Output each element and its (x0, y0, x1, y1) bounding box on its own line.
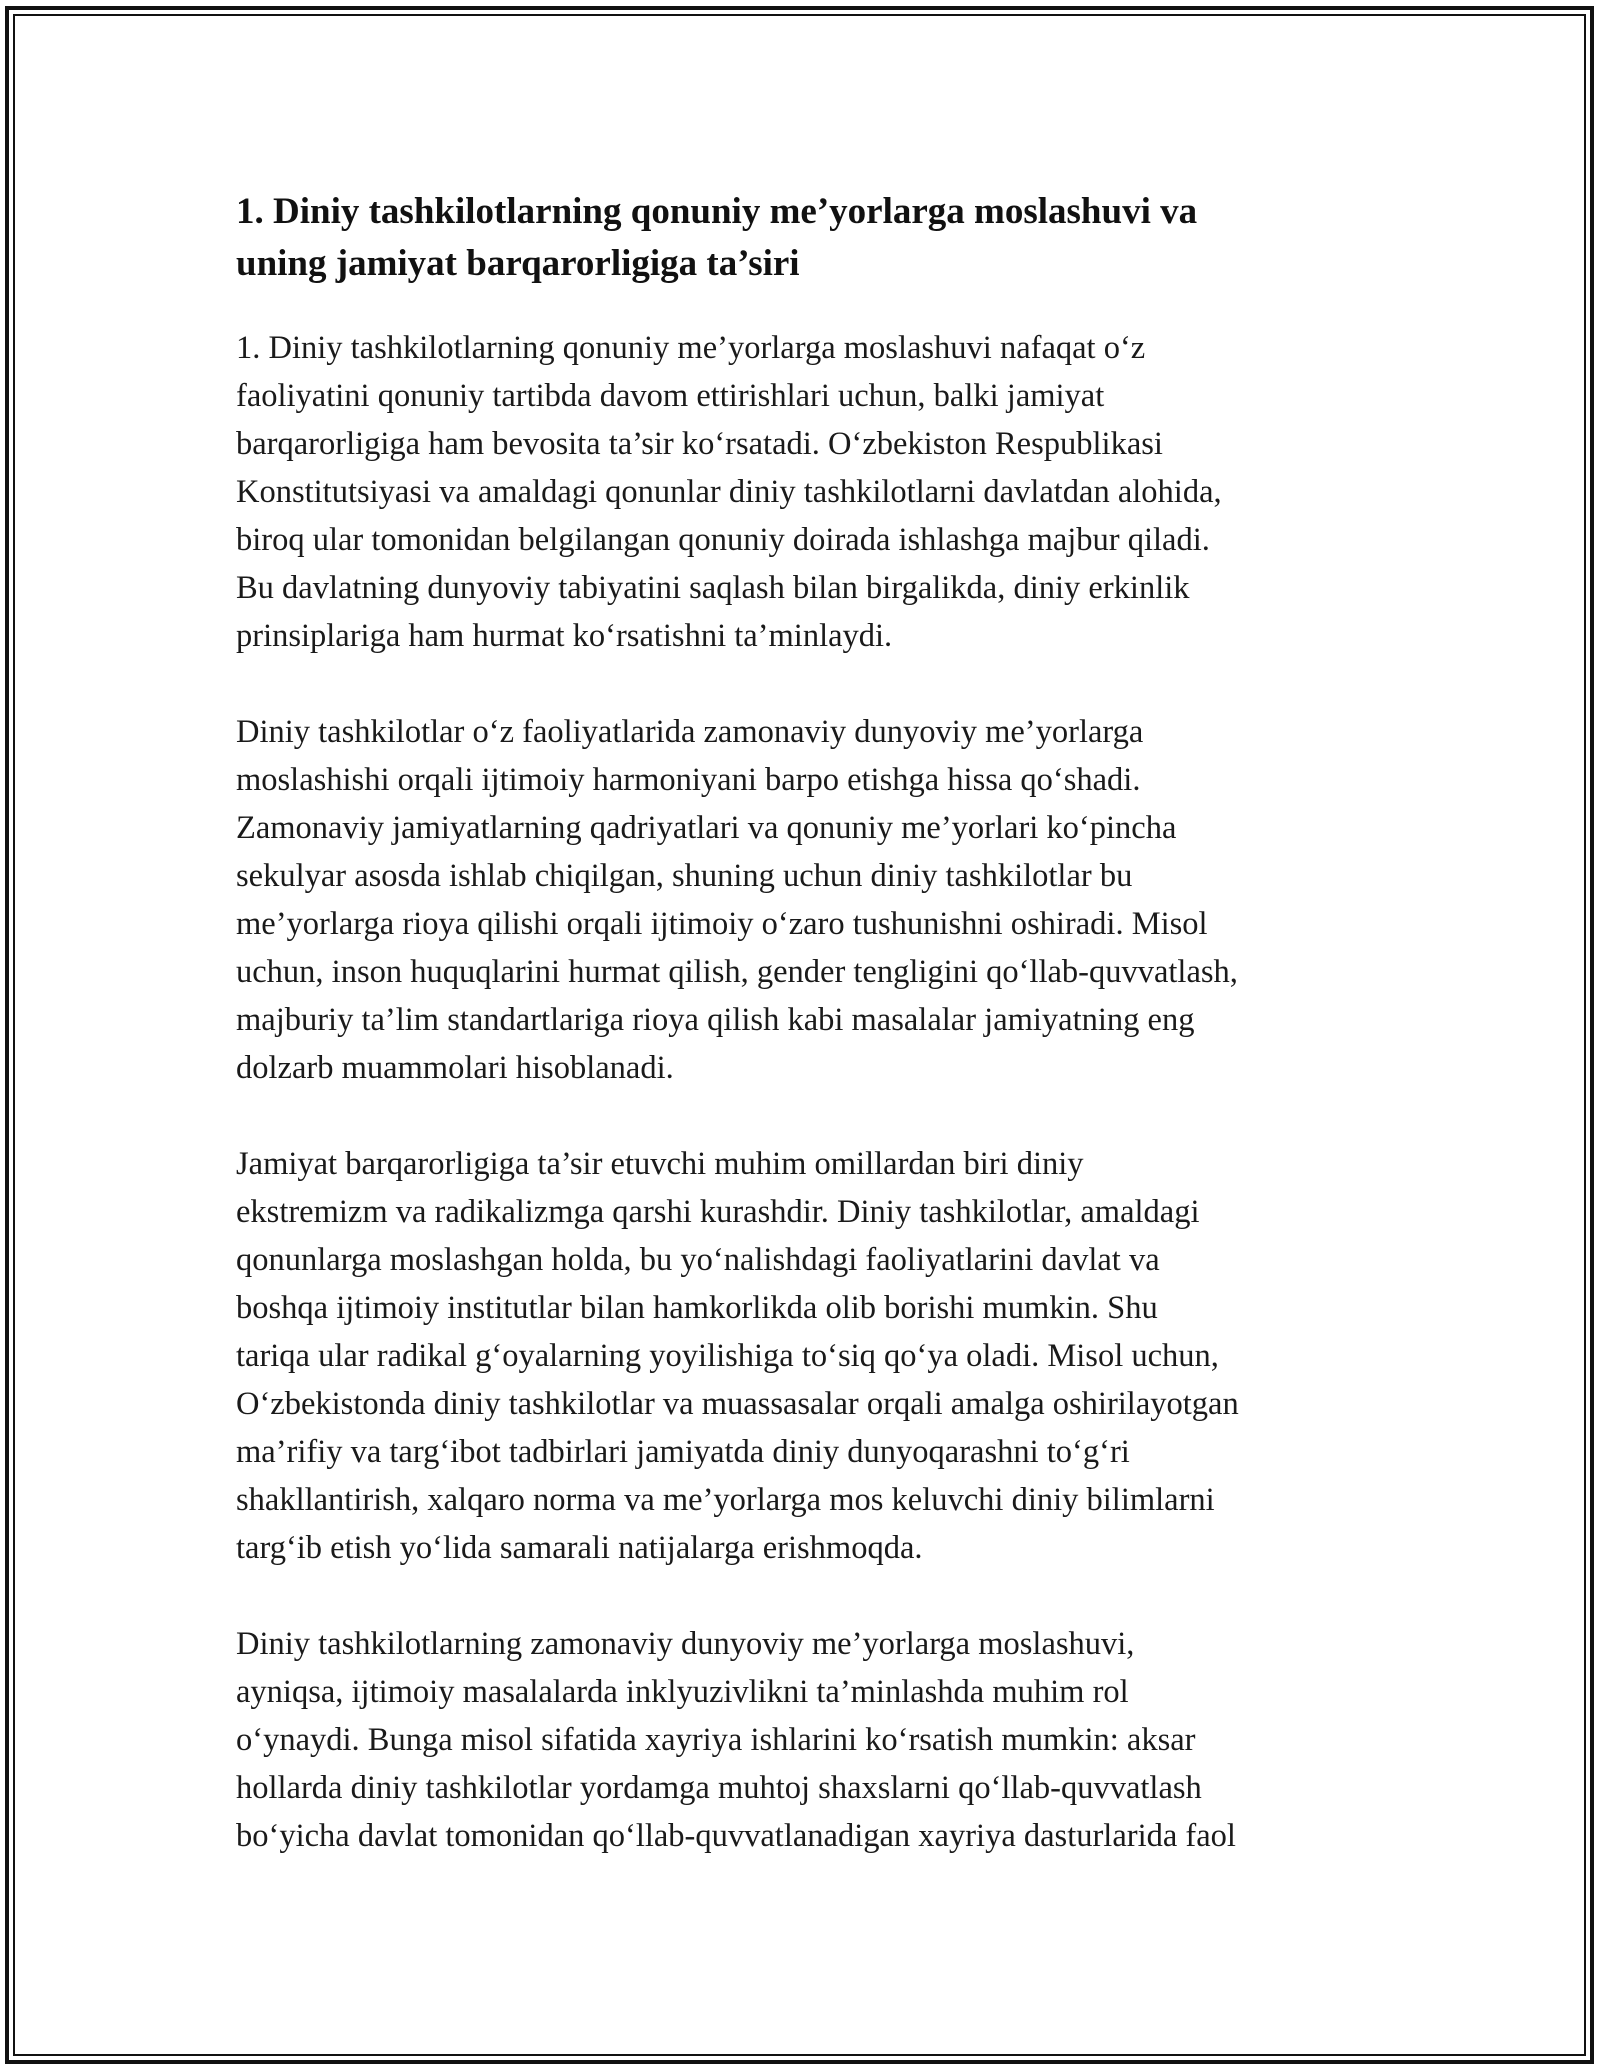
body-paragraph (236, 1620, 1382, 1860)
paragraph-line: ayniqsa, ijtimoiy masalalarda inklyuzivlikni ta’minlashda muhim rol (236, 1674, 1129, 1710)
paragraph-line: ekstremizm va radikalizmga qarshi kurashdir. Diniy tashkilotlar, amaldagi (236, 1194, 1200, 1230)
paragraph-line: bo‘yicha davlat tomonidan qo‘llab-quvvatlanadigan xayriya dasturlarida faol (236, 1818, 1236, 1854)
heading-line: uning jamiyat barqarorligiga ta’siri (236, 243, 800, 284)
paragraph-line: Bu davlatning dunyoviy tabiyatini saqlash bilan birgalikda, diniy erkinlik (236, 570, 1190, 606)
paragraph-line: targ‘ib etish yo‘lida samarali natijalarga erishmoqda. (236, 1530, 923, 1566)
paragraph-line: o‘ynaydi. Bunga misol sifatida xayriya ishlarini ko‘rsatish mumkin: aksar (236, 1722, 1196, 1758)
paragraph-line: prinsiplariga ham hurmat ko‘rsatishni ta’minlaydi. (236, 618, 893, 654)
section-heading (236, 186, 1382, 290)
paragraph-line: hollarda diniy tashkilotlar yordamga muhtoj shaxslarni qo‘llab-quvvatlash (236, 1770, 1202, 1806)
paragraph-line: uchun, inson huquqlarini hurmat qilish, gender tengligini qo‘llab-quvvatlash, (236, 954, 1238, 990)
paragraph-line: O‘zbekistonda diniy tashkilotlar va muassasalar orqali amalga oshirilayotgan (236, 1386, 1239, 1422)
paragraph-line: boshqa ijtimoiy institutlar bilan hamkorlikda olib borishi mumkin. Shu (236, 1290, 1158, 1326)
paragraph-line: faoliyatini qonuniy tartibda davom ettirishlari uchun, balki jamiyat (236, 378, 1105, 414)
document-body (236, 186, 1382, 1908)
paragraph-line: Konstitutsiyasi va amaldagi qonunlar diniy tashkilotlarni davlatdan alohida, (236, 474, 1222, 510)
heading-line: 1. Diniy tashkilotlarning qonuniy me’yorlarga moslashuvi va (236, 191, 1198, 232)
body-paragraph (236, 1140, 1382, 1572)
body-paragraph (236, 708, 1382, 1092)
paragraph-line: tariqa ular radikal g‘oyalarning yoyilishiga to‘siq qo‘ya oladi. Misol uchun, (236, 1338, 1219, 1374)
paragraph-line: me’yorlarga rioya qilishi orqali ijtimoiy o‘zaro tushunishni oshiradi. Misol (236, 906, 1208, 942)
paragraph-line: biroq ular tomonidan belgilangan qonuniy doirada ishlashga majbur qiladi. (236, 522, 1210, 558)
paragraph-line: dolzarb muammolari hisoblanadi. (236, 1050, 674, 1086)
paragraph-line: shakllantirish, xalqaro norma va me’yorlarga mos keluvchi diniy bilimlarni (236, 1482, 1215, 1518)
paragraph-line: 1. Diniy tashkilotlarning qonuniy me’yorlarga moslashuvi nafaqat o‘z (236, 330, 1146, 366)
paragraph-line: Diniy tashkilotlar o‘z faoliyatlarida zamonaviy dunyoviy me’yorlarga (236, 714, 1144, 750)
paragraph-list (236, 324, 1382, 1860)
body-paragraph (236, 324, 1382, 660)
paragraph-line: sekulyar asosda ishlab chiqilgan, shuning uchun diniy tashkilotlar bu (236, 858, 1133, 894)
paragraph-line: ma’rifiy va targ‘ibot tadbirlari jamiyatda diniy dunyoqarashni to‘g‘ri (236, 1434, 1130, 1470)
paragraph-line: moslashishi orqali ijtimoiy harmoniyani barpo etishga hissa qo‘shadi. (236, 762, 1141, 798)
paragraph-line: majburiy ta’lim standartlariga rioya qilish kabi masalalar jamiyatning eng (236, 1002, 1195, 1038)
paragraph-line: Zamonaviy jamiyatlarning qadriyatlari va qonuniy me’yorlari ko‘pincha (236, 810, 1177, 846)
paragraph-line: barqarorligiga ham bevosita ta’sir ko‘rsatadi. O‘zbekiston Respublikasi (236, 426, 1163, 462)
paragraph-line: Diniy tashkilotlarning zamonaviy dunyoviy me’yorlarga moslashuvi, (236, 1626, 1135, 1662)
paragraph-line: Jamiyat barqarorligiga ta’sir etuvchi muhim omillardan biri diniy (236, 1146, 1084, 1182)
paragraph-line: qonunlarga moslashgan holda, bu yo‘nalishdagi faoliyatlarini davlat va (236, 1242, 1160, 1278)
